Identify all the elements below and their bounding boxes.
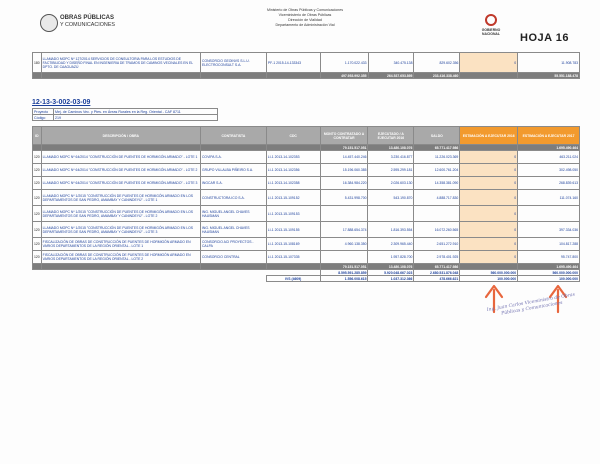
ministry-line: Ministerio de Obras Públicas y Comunicaciones xyxy=(266,8,344,12)
ivs-est-2016: 100.000.000 xyxy=(460,276,518,282)
row-monto: 15.196.060.385 xyxy=(320,164,368,177)
code-label: Código xyxy=(33,115,54,121)
col-header-est-2017: ESTIMACIÓN A EJECUTAR 2017 xyxy=(518,127,580,145)
row-est-2016: 0 xyxy=(460,164,518,177)
row-monto xyxy=(320,251,368,264)
row-contractor: ING. MIGUEL ANGEL CHAVES HAUSMAN xyxy=(200,222,266,238)
gobierno-label: GOBIERNO NACIONAL xyxy=(481,28,501,36)
ivs-row xyxy=(33,276,580,282)
code-value: 219 xyxy=(54,115,218,121)
row-contractor: CONSORCIO GEOINVS S.L.U. ELECTROCONSULT S.A. xyxy=(201,53,267,73)
ivs-label: IVS (4609) xyxy=(266,276,320,282)
col-header-cdc: CDC xyxy=(266,127,320,145)
grand-total-est-2016: 560.000.000.000 xyxy=(460,270,518,276)
ivs-est-2017: 100.000.000 xyxy=(518,276,580,282)
row-description: LLAMADO MOPC Nº 1/2015 "CONSTRUCCIÓN DE PUENTES DE HORMIGÓN ARMADO EN LOS DEPARTAMENTOS DE SAN PEDRO, AMAMBAY Y CANINDEYÚ" - LOTE 1 xyxy=(41,190,200,206)
ivs-saldo: 478.666.621 xyxy=(414,276,460,282)
grand-total-monto: 8.595.591.285.859 xyxy=(320,270,368,276)
code-row xyxy=(33,115,218,121)
ivs-blank xyxy=(33,276,42,282)
row-monto: 4.960.138.350 xyxy=(320,238,368,251)
subtotal-est-2017: 1.695.490.464 xyxy=(518,264,580,270)
gobierno-ring-icon xyxy=(485,14,497,26)
row-ejecutado: 1.957.828.700 xyxy=(368,251,414,264)
row-cdc: LI-1 2013-15-109152 xyxy=(266,190,320,206)
row-ejecutado: 2.595.299.181 xyxy=(368,164,414,177)
row-ejecutado: 543.190.870 xyxy=(368,190,414,206)
subtotal-ejecutado: 13.480.108.076 xyxy=(368,145,414,151)
row-contractor: ING. MIGUEL ANGEL CHAVES HAUSMAN xyxy=(200,206,266,222)
row-description: FISCALIZACIÓN DE OBRAS DE CONSTRUCCIÓN DE PUENTES DE HORMIGÓN ARMADO EN VARIOS DEPARTAMENTOS DE LA REGIÓN ORIENTAL - LOTE 2 xyxy=(41,251,200,264)
row-id: 120 xyxy=(33,222,42,238)
row-est-2016: 0 xyxy=(460,53,518,73)
row-est-2017 xyxy=(518,206,580,222)
ivs-blank xyxy=(41,276,200,282)
row-cdc: LI-1 2013-15-109155 xyxy=(266,222,320,238)
row-est-2017: 111.074.160 xyxy=(518,190,580,206)
subtotal-monto: 79.151.517.051 xyxy=(320,145,368,151)
row-contractor: CONSTRUCTORA ICO S.A. xyxy=(200,190,266,206)
row-description: LLAMADO MOPC Nº 64/2014 "CONSTRUCCIÓN DE PUENTES DE HORMIGÓN ARMADO" - LOTE 1 xyxy=(41,151,200,164)
row-monto: 16.384.984.220 xyxy=(320,177,368,190)
total-est-2017: 55.551.188.478 xyxy=(518,73,580,79)
row-ejecutado: 340.475.138 xyxy=(368,53,414,73)
row-saldo: 4.888.717.830 xyxy=(414,190,460,206)
subtotal-saldo: 65.771.417.986 xyxy=(414,145,460,151)
row-cdc: LI-1 2013-15-107335 xyxy=(266,251,320,264)
row-monto: 1.170.022.433 xyxy=(320,53,368,73)
row-cdc: LI-1 2013-15-109153 xyxy=(266,206,320,222)
table-row xyxy=(33,177,580,190)
row-ejecutado: 1.816.393.554 xyxy=(368,222,414,238)
row-id: 120 xyxy=(33,206,42,222)
row-cdc: LI-1 2013-14-102356 xyxy=(266,164,320,177)
row-est-2017: 268.839.613 xyxy=(518,177,580,190)
row-id: 180 xyxy=(33,53,42,73)
row-id: 120 xyxy=(33,238,42,251)
table-row xyxy=(33,151,580,164)
row-contractor: COVIPA S.A. xyxy=(200,151,266,164)
row-ejecutado: 3.230.416.877 xyxy=(368,151,414,164)
header-row xyxy=(33,127,580,145)
row-monto: 17.888.654.374 xyxy=(320,222,368,238)
table-row xyxy=(33,164,580,177)
ministry-line: Viceministerio de Obras Públicas xyxy=(278,13,332,17)
col-header-id: ID xyxy=(33,127,42,145)
row-description: FISCALIZACIÓN DE OBRAS DE CONSTRUCCIÓN DE PUENTES DE HORMIGÓN ARMADO EN VARIOS DEPARTAMENTOS DE LA REGIÓN ORIENTAL - LOTE 1 xyxy=(41,238,200,251)
mopc-logo xyxy=(40,14,128,32)
table-row xyxy=(33,190,580,206)
row-ejecutado xyxy=(368,206,414,222)
total-blank xyxy=(201,73,267,79)
row-contractor: GRUPO VILLALBA PIÑEIRO S.A. xyxy=(200,164,266,177)
col-header-contractor: CONTRATISTA xyxy=(200,127,266,145)
row-id: 120 xyxy=(33,177,42,190)
row-saldo: 2.978.401.925 xyxy=(414,251,460,264)
handwritten-signature: Ing. Juan Carlos Viceministro de Obras Públicas y Comunicaciones xyxy=(486,292,576,317)
logo-text-line2: Y COMUNICACIONES xyxy=(60,22,116,28)
row-contractor: CONSORCIO CENTRAL xyxy=(200,251,266,264)
total-saldo: 233.416.338.460 xyxy=(414,73,460,79)
grand-total-ejecutado: 5.920.048.667.023 xyxy=(368,270,414,276)
total-blank xyxy=(41,73,200,79)
grand-total-saldo: 2.680.531.876.048 xyxy=(414,270,460,276)
row-est-2017: 397.334.036 xyxy=(518,222,580,238)
col-header-est-2016: ESTIMACIÓN A EJECUTAR 2016 xyxy=(460,127,518,145)
row-est-2016: 0 xyxy=(460,251,518,264)
row-est-2017: 463.211.024 xyxy=(518,151,580,164)
row-saldo: 829.602.356 xyxy=(414,53,460,73)
project-value: Mej. de Caminos Vec. y Ptes. en Áreas Rurales en la Reg. Oriental - CAF 8711 xyxy=(54,109,218,115)
row-id: 120 xyxy=(33,190,42,206)
row-saldo: 11.226.023.369 xyxy=(414,151,460,164)
row-est-2016: 0 xyxy=(460,177,518,190)
row-id: 120 xyxy=(33,164,42,177)
row-ejecutado: 2.026.603.130 xyxy=(368,177,414,190)
total-row xyxy=(33,73,580,79)
row-cdc: LI-1 2013-14-102353 xyxy=(266,151,320,164)
col-header-description: DESCRIPCIÓN / OBRA xyxy=(41,127,200,145)
logo-text-line1: OBRAS PÚBLICAS xyxy=(60,15,115,21)
table-row xyxy=(33,222,580,238)
row-description: LLAMADO MOPC Nº 1/2015 "CONSTRUCCIÓN DE PUENTES DE HORMIGÓN ARMADO EN LOS DEPARTAMENTOS DE SAN PEDRO, AMAMBAY Y CANINDEYÚ" - LOTE 3 xyxy=(41,222,200,238)
ivs-blank xyxy=(200,276,266,282)
row-saldo: 14.358.381.090 xyxy=(414,177,460,190)
row-saldo: 12.600.761.204 xyxy=(414,164,460,177)
row-contractor: INGCAR S.A. xyxy=(200,177,266,190)
subtotal-est-2017: 1.695.490.464 xyxy=(518,145,580,151)
row-est-2016: 0 xyxy=(460,151,518,164)
ivs-ejecutado: 1.037.312.366 xyxy=(368,276,414,282)
row-description: LLAMADO MOPC Nº 127/2014 SERVICIOS DE CONSULTORIA PARA LOS ESTUDIOS DE FACTIBILIDAD Y DISEÑO FINAL EN INGENIERIA DE TRAMOS DE CAMINOS VECINALES EN EL DPTO. DE CAAGUAZÚ xyxy=(41,53,200,73)
row-saldo: 16.072.260.565 xyxy=(414,222,460,238)
row-est-2016: 0 xyxy=(460,222,518,238)
table-row xyxy=(33,206,580,222)
project-label: Proyecto xyxy=(33,109,54,115)
row-est-2016: 0 xyxy=(460,206,518,222)
row-est-2017: 302.498.050 xyxy=(518,164,580,177)
row-ejecutado: 2.309.965.440 xyxy=(368,238,414,251)
total-blank xyxy=(33,73,42,79)
row-cdc: LI-1 2013-14-102358 xyxy=(266,177,320,190)
ivs-monto: 1.556.008.615 xyxy=(320,276,368,282)
grand-total-est-2017: 560.000.000.000 xyxy=(518,270,580,276)
row-description: LLAMADO MOPC Nº 64/2014 "CONSTRUCCIÓN DE PUENTES DE HORMIGÓN ARMADO" - LOTE 3 xyxy=(41,177,200,190)
row-description: LLAMADO MOPC Nº 1/2015 "CONSTRUCCIÓN DE PUENTES DE HORMIGÓN ARMADO EN LOS DEPARTAMENTOS DE SAN PEDRO, AMAMBAY Y CANINDEYÚ" - LOTE 2 xyxy=(41,206,200,222)
row-saldo: 2.651.272.910 xyxy=(414,238,460,251)
top-table xyxy=(32,52,580,79)
gobierno-logo xyxy=(474,14,508,36)
table-row xyxy=(33,53,580,73)
row-est-2017: 104.817.288 xyxy=(518,238,580,251)
total-ejecutado: 264.537.653.895 xyxy=(368,73,414,79)
row-id: 120 xyxy=(33,151,42,164)
table-row xyxy=(33,238,580,251)
col-header-monto: MONTO CONTRATADO A CONTRATAR xyxy=(320,127,368,145)
seal-icon xyxy=(40,14,58,32)
row-contractor: CONSORCIO ACI PROYECTOS - CALPA xyxy=(200,238,266,251)
total-est-2016 xyxy=(460,73,518,79)
col-header-saldo: SALDO xyxy=(414,127,460,145)
ministry-line: Dirección de Vialidad xyxy=(288,18,322,22)
project-info xyxy=(32,108,218,121)
row-id: 120 xyxy=(33,251,42,264)
table-row xyxy=(33,251,580,264)
row-monto xyxy=(320,206,368,222)
row-monto: 14.457.440.246 xyxy=(320,151,368,164)
total-monto: 497.953.992.355 xyxy=(320,73,368,79)
row-cdc: PF-1 2015-14-133343 xyxy=(266,53,320,73)
ministry-line: Departamento de Administración Vial xyxy=(275,23,335,27)
row-est-2016: 0 xyxy=(460,238,518,251)
section-id: 12-13-3-002-03-09 xyxy=(32,99,91,106)
total-blank xyxy=(266,73,320,79)
row-est-2016: 0 xyxy=(460,190,518,206)
row-cdc: LI-1 2013-15-108169 xyxy=(266,238,320,251)
row-description: LLAMADO MOPC Nº 64/2014 "CONSTRUCCIÓN DE PUENTES DE HORMIGÓN ARMADO" - LOTE 2 xyxy=(41,164,200,177)
row-monto: 5.431.998.700 xyxy=(320,190,368,206)
main-table xyxy=(32,126,580,282)
row-est-2017: 95.747.800 xyxy=(518,251,580,264)
row-est-2017: 11.908.783 xyxy=(518,53,580,73)
page-number: HOJA 16 xyxy=(520,32,569,44)
subtotal-saldo: 65.771.417.986 xyxy=(414,264,460,270)
col-header-ejecutado: EJECUTADO / A EJECUTAR 2016 xyxy=(368,127,414,145)
row-saldo xyxy=(414,206,460,222)
ministry-header xyxy=(250,8,360,28)
subtotal-ejecutado: 13.480.108.076 xyxy=(368,264,414,270)
subtotal-monto: 79.151.517.051 xyxy=(320,264,368,270)
